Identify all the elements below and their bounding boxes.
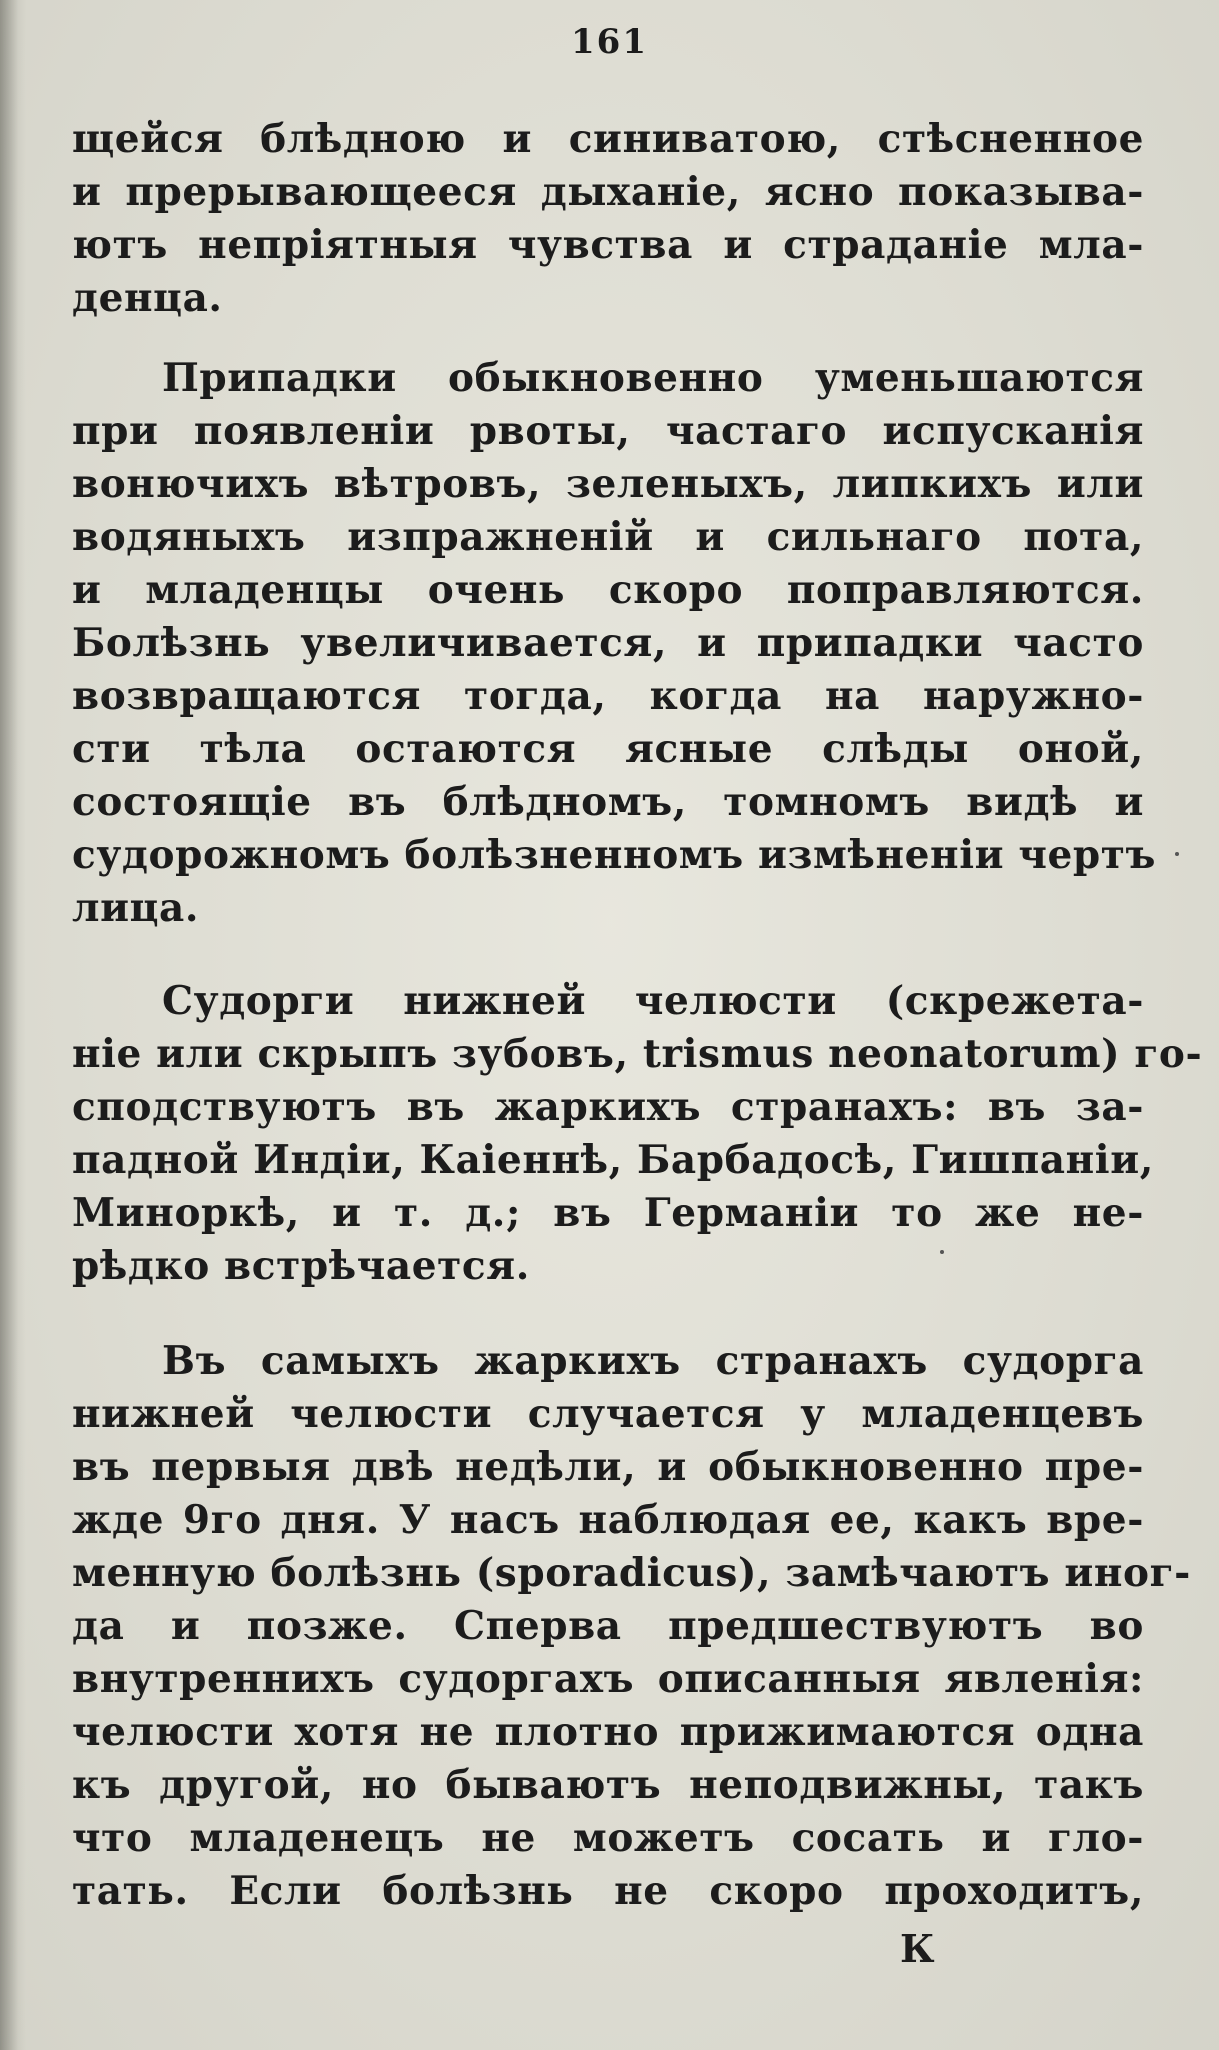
text-line: состоящіе въ блѣдномъ, томномъ видѣ и (72, 779, 1144, 825)
text-line: менную болѣзнь (sporadicus), замѣчаютъ иног- (72, 1550, 1191, 1596)
text-line: къ другой, но бываютъ неподвижны, такъ (72, 1762, 1144, 1808)
text-line: Въ самыхъ жаркихъ странахъ судорга (162, 1338, 1144, 1384)
text-line: жде 9го дня. У насъ наблюдая ее, какъ вре- (72, 1497, 1144, 1543)
text-line: нижней челюсти случается у младенцевъ (72, 1391, 1144, 1437)
text-line: вонючихъ вѣтровъ, зеленыхъ, липкихъ или (72, 461, 1144, 507)
text-line: лица. (72, 885, 200, 931)
text-line: Припадки обыкновенно уменьшаются (162, 355, 1144, 401)
text-line: въ первыя двѣ недѣли, и обыкновенно пре- (72, 1444, 1144, 1490)
paper-speck (940, 1250, 944, 1254)
page-number: 161 (571, 22, 648, 62)
text-line: возвращаются тогда, когда на наружно- (72, 673, 1144, 719)
text-line: Судорги нижней челюсти (скрежета- (162, 978, 1144, 1024)
paragraph-4 (72, 1335, 1191, 1918)
text-line: ніе или скрыпъ зубовъ, trismus neonatorum) го- (72, 1031, 1203, 1077)
text-line: ютъ непріятныя чувства и страданіе мла- (72, 222, 1144, 268)
text-line: и младенцы очень скоро поправляются. (72, 567, 1144, 613)
text-line: да и позже. Сперва предшествуютъ во (72, 1603, 1144, 1649)
text-line: рѣдко встрѣчается. (72, 1243, 530, 1289)
text-line: челюсти хотя не плотно прижимаются одна (72, 1709, 1144, 1755)
text-line: Миноркѣ, и т. д.; въ Германіи то же не- (72, 1190, 1144, 1236)
text-line: щейся блѣдною и синиватою, стѣсненное (72, 116, 1144, 162)
paper-speck (1175, 852, 1179, 856)
text-line: падной Индіи, Каіеннѣ, Барбадосѣ, Гишпаніи, (72, 1137, 1154, 1183)
text-line: сти тѣла остаются ясные слѣды оной, (72, 726, 1144, 772)
text-line: тать. Если болѣзнь не скоро проходитъ, (72, 1868, 1144, 1914)
text-line: при появленіи рвоты, частаго испусканія (72, 408, 1144, 454)
paragraph-2 (72, 352, 1157, 935)
text-line: и прерывающееся дыханіе, ясно показыва- (72, 169, 1144, 215)
text-line: судорожномъ болѣзненномъ измѣненіи чертъ (72, 832, 1157, 878)
text-line: Болѣзнь увеличивается, и припадки часто (72, 620, 1144, 666)
paragraph-1 (72, 113, 1144, 325)
gutter-shadow (0, 0, 26, 2050)
text-line: внутреннихъ судоргахъ описанныя явленія: (72, 1656, 1144, 1702)
text-line: денца. (72, 275, 223, 321)
text-line: что младенецъ не можетъ сосать и гло- (72, 1815, 1144, 1861)
signature-mark: К (900, 1926, 935, 1971)
text-line: водяныхъ изпражненій и сильнаго пота, (72, 514, 1144, 560)
paragraph-3 (72, 975, 1203, 1293)
text-line: сподствуютъ въ жаркихъ странахъ: въ за- (72, 1084, 1144, 1130)
